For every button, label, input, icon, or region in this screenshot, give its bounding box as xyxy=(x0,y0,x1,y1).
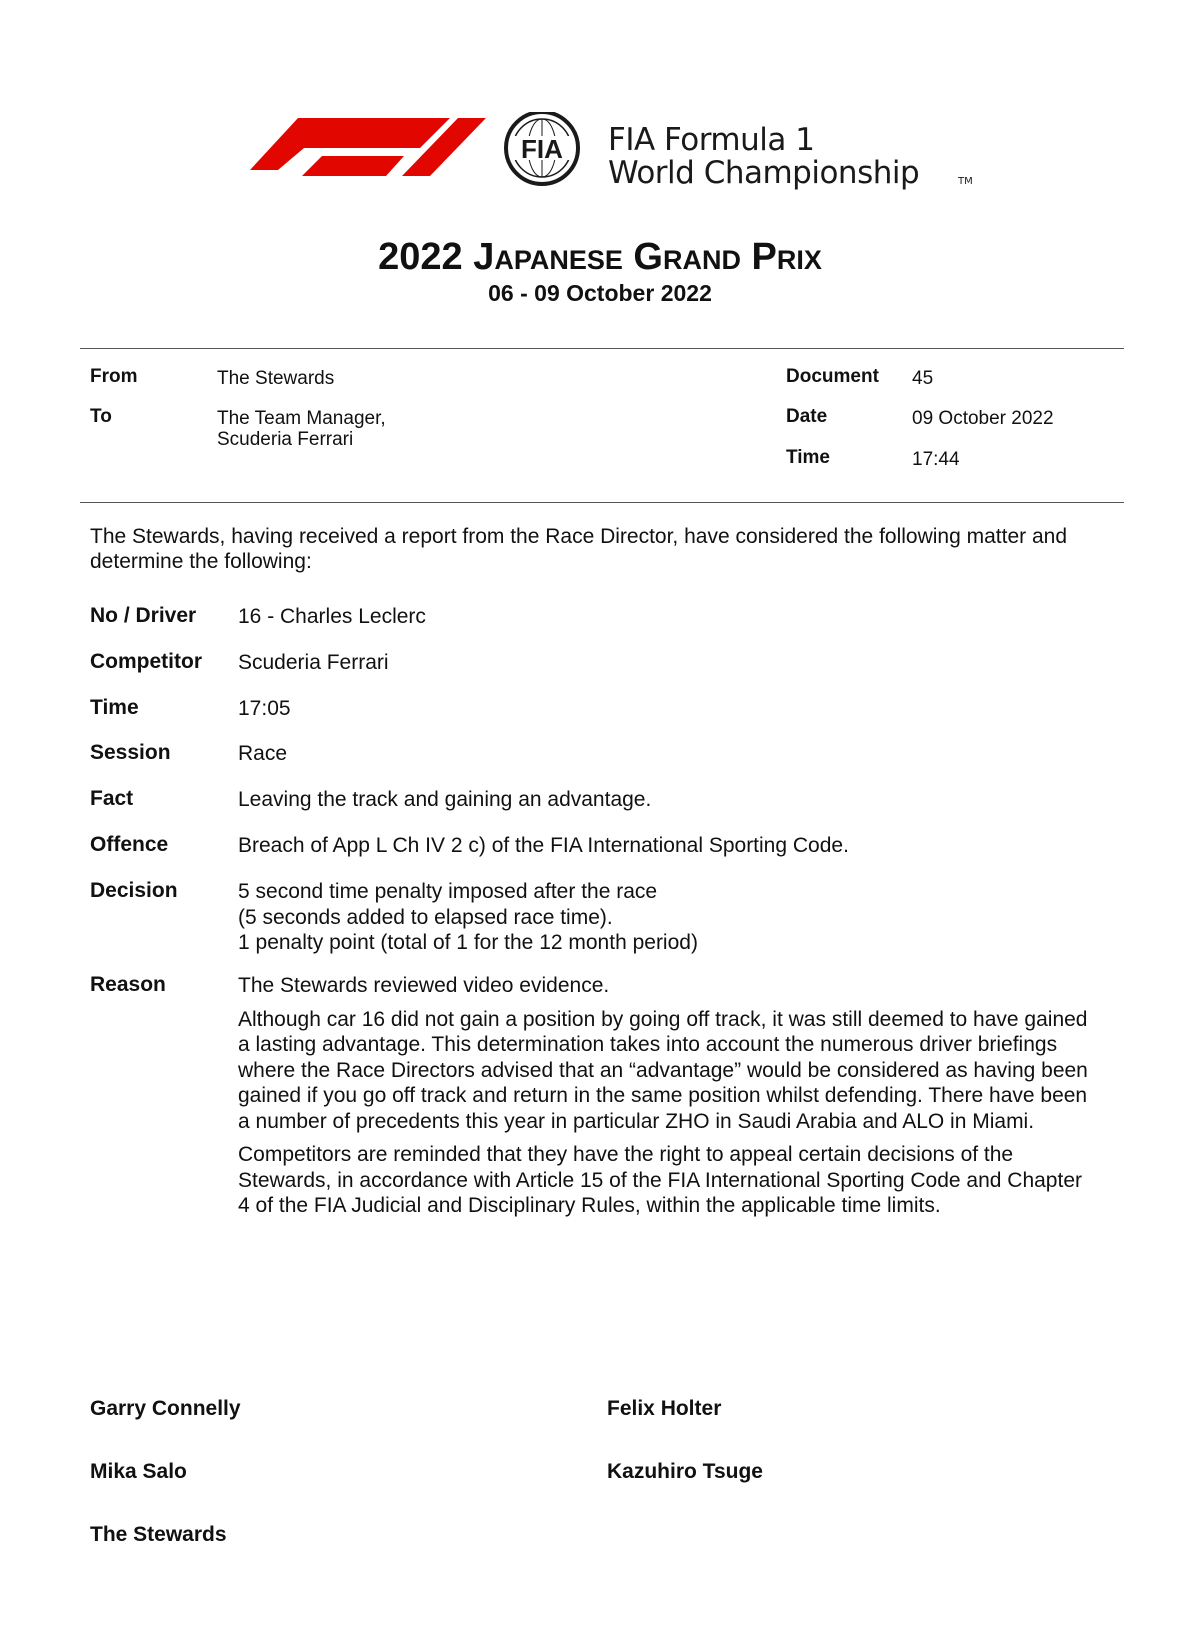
document-label: Document xyxy=(786,366,879,387)
signature-felix-holter: Felix Holter xyxy=(607,1397,722,1420)
decision-value xyxy=(238,879,1098,956)
trademark: TM xyxy=(958,176,973,187)
signature-mika-salo: Mika Salo xyxy=(90,1460,187,1483)
session-label: Session xyxy=(90,741,171,764)
divider-top xyxy=(80,348,1124,349)
incident-time-label: Time xyxy=(90,696,139,719)
decision-line-1: 5 second time penalty imposed after the race xyxy=(238,880,658,903)
svg-text:FIA: FIA xyxy=(521,134,563,164)
fia-badge-icon xyxy=(506,112,578,184)
event-title xyxy=(0,236,1200,279)
from-label: From xyxy=(90,366,138,387)
decision-line-3: 1 penalty point (total of 1 for the 12 month period) xyxy=(238,931,698,954)
to-value-line1: The Team Manager, xyxy=(217,408,386,429)
reason-paragraph-2: Although car 16 did not gain a position by going off track, it was still deemed to have gained a lasting advantage. This determination takes into account the numerous driver briefings where the Race Directors advised that an “advantage” would be considered as having been gained if you go off track and return in the same position whilst defending. There have been a number of precedents this year in particular ZHO in Saudi Arabia and ALO in Miami. xyxy=(238,1007,1088,1133)
fact-value: Leaving the track and gaining an advantage. xyxy=(238,788,652,811)
offence-label: Offence xyxy=(90,833,169,856)
decision-line-2: (5 seconds added to elapsed race time). xyxy=(238,905,613,929)
reason-value xyxy=(238,973,1098,1227)
driver-value: 16 - Charles Leclerc xyxy=(238,605,426,628)
document-value: 45 xyxy=(912,368,934,389)
brand-line-1: FIA Formula 1 xyxy=(608,122,815,158)
stewards-footer: The Stewards xyxy=(90,1523,227,1546)
time-label: Time xyxy=(786,447,831,468)
intro-text: The Stewards, having received a report from the Race Director, have considered the following matter and determine the following: xyxy=(90,525,1068,573)
session-value: Race xyxy=(238,742,288,765)
divider-bottom xyxy=(80,502,1124,503)
to-value-line2: Scuderia Ferrari xyxy=(217,429,354,450)
signature-kazuhiro-tsuge: Kazuhiro Tsuge xyxy=(607,1460,763,1483)
signature-garry-connelly: Garry Connelly xyxy=(90,1397,241,1420)
competitor-label: Competitor xyxy=(90,650,202,673)
reason-paragraph-3: Competitors are reminded that they have the right to appeal certain decisions of the Stewards, in accordance with Article 15 of the FIA International Sporting Code and Chapter 4 of the FIA Judicial and Disciplinary Rules, within the applicable time limits. xyxy=(238,1143,1082,1217)
reason-paragraph-1: The Stewards reviewed video evidence. xyxy=(238,974,610,997)
brand-line-2: World Championship xyxy=(608,155,920,191)
offence-value: Breach of App L Ch IV 2 c) of the FIA International Sporting Code. xyxy=(238,834,849,857)
from-value: The Stewards xyxy=(217,368,335,389)
time-value: 17:44 xyxy=(912,449,960,470)
reason-label: Reason xyxy=(90,973,166,996)
f1-logo-icon xyxy=(250,112,610,202)
decision-label: Decision xyxy=(90,879,178,902)
to-label: To xyxy=(90,406,112,427)
f1-fia-logo xyxy=(250,112,990,202)
event-dates: 06 - 09 October 2022 xyxy=(488,280,712,306)
event-year: 2022 xyxy=(378,236,463,278)
fact-label: Fact xyxy=(90,787,134,810)
date-value: 09 October 2022 xyxy=(912,408,1054,429)
competitor-value: Scuderia Ferrari xyxy=(238,651,389,674)
date-label: Date xyxy=(786,406,828,427)
driver-label: No / Driver xyxy=(90,604,197,627)
incident-time-value: 17:05 xyxy=(238,697,291,720)
event-name: Japanese Grand Prix xyxy=(473,236,822,278)
